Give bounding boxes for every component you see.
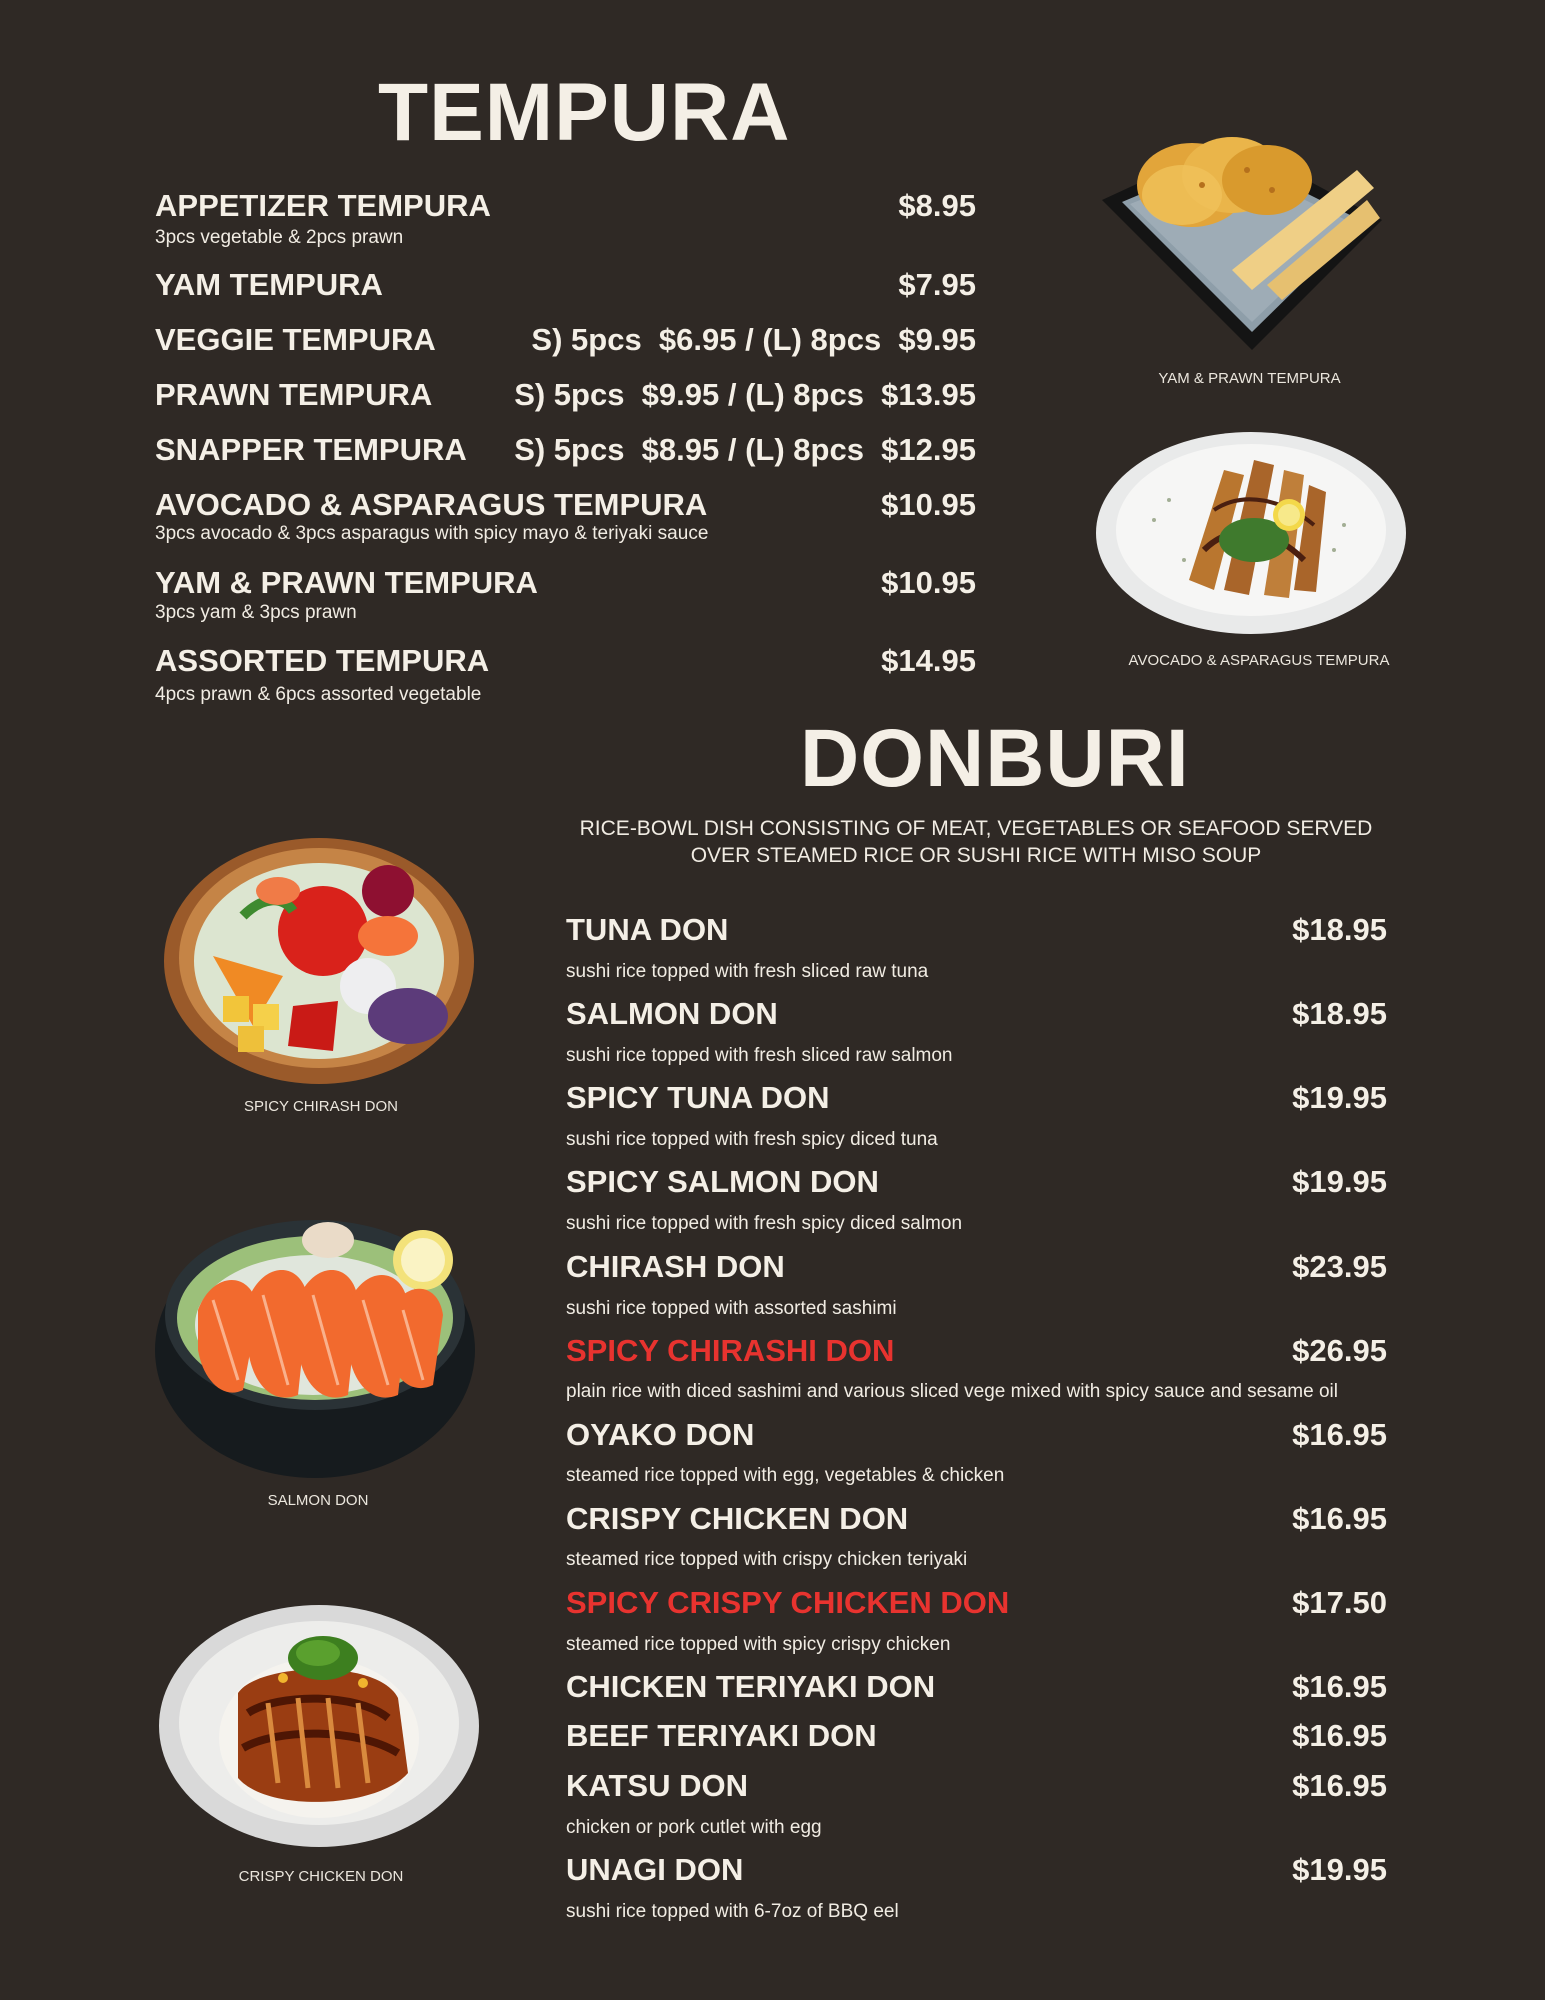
- tempura-item-name: AVOCADO & ASPARAGUS TEMPURA: [155, 487, 708, 522]
- photo-caption: AVOCADO & ASPARAGUS TEMPURA: [1128, 652, 1390, 669]
- tempura-item-price: $10.95: [881, 487, 976, 522]
- tempura-item-name: PRAWN TEMPURA: [155, 377, 433, 412]
- tempura-item-name: APPETIZER TEMPURA: [155, 188, 491, 223]
- tempura-item-desc: 4pcs prawn & 6pcs assorted vegetable: [155, 684, 482, 705]
- donburi-item-name: SALMON DON: [566, 996, 778, 1031]
- donburi-item-name: SPICY TUNA DON: [566, 1080, 830, 1115]
- tempura-item-desc: 3pcs avocado & 3pcs asparagus with spicy mayo & teriyaki sauce: [155, 523, 709, 544]
- donburi-item-desc: chicken or pork cutlet with egg: [566, 1817, 822, 1838]
- tempura-item-desc: 3pcs vegetable & 2pcs prawn: [155, 227, 404, 248]
- tempura-item-price: S) 5pcs $6.95 / (L) 8pcs $9.95: [531, 322, 976, 357]
- donburi-item-name: KATSU DON: [566, 1768, 748, 1803]
- donburi-item-desc: sushi rice topped with fresh sliced raw tuna: [566, 961, 929, 982]
- donburi-item-price: $16.95: [1292, 1669, 1387, 1704]
- donburi-subtitle-line: OVER STEAMED RICE OR SUSHI RICE WITH MISO SOUP: [690, 844, 1262, 867]
- donburi-subtitle-line: RICE-BOWL DISH CONSISTING OF MEAT, VEGETABLES OR SEAFOOD SERVED: [579, 817, 1373, 840]
- salmon-don-photo: [153, 1200, 483, 1480]
- photo-caption: SALMON DON: [267, 1492, 369, 1509]
- tempura-item-price: $14.95: [881, 643, 976, 678]
- tempura-item-name: ASSORTED TEMPURA: [155, 643, 490, 678]
- yam-prawn-tempura-photo: [1082, 100, 1394, 360]
- donburi-item-price: $17.50: [1292, 1585, 1387, 1620]
- tempura-item-name: VEGGIE TEMPURA: [155, 322, 436, 357]
- donburi-item-desc: sushi rice topped with fresh spicy diced salmon: [566, 1213, 963, 1234]
- donburi-item-name: SPICY SALMON DON: [566, 1164, 879, 1199]
- donburi-item-name-highlighted: SPICY CHIRASHI DON: [566, 1333, 895, 1368]
- donburi-item-name: CHICKEN TERIYAKI DON: [566, 1669, 936, 1704]
- photo-caption: SPICY CHIRASH DON: [244, 1098, 398, 1115]
- spicy-chirash-don-photo: [163, 836, 475, 1086]
- donburi-item-price: $19.95: [1292, 1080, 1387, 1115]
- avocado-asparagus-tempura-photo: [1094, 430, 1408, 636]
- donburi-subtitle: [560, 815, 1392, 869]
- donburi-item-name: BEEF TERIYAKI DON: [566, 1718, 877, 1753]
- donburi-title: DONBURI: [800, 713, 1190, 804]
- tempura-item-price: S) 5pcs $8.95 / (L) 8pcs $12.95: [514, 432, 976, 467]
- tempura-item-name: YAM & PRAWN TEMPURA: [155, 565, 538, 600]
- donburi-item-price: $16.95: [1292, 1417, 1387, 1452]
- tempura-item-price: $8.95: [898, 188, 976, 223]
- photo-caption: YAM & PRAWN TEMPURA: [1158, 370, 1341, 387]
- donburi-item-desc: plain rice with diced sashimi and various sliced vege mixed with spicy sauce and sesame oil: [566, 1381, 1338, 1402]
- donburi-item-price: $16.95: [1292, 1768, 1387, 1803]
- photo-caption: CRISPY CHICKEN DON: [238, 1868, 404, 1885]
- tempura-item-price: S) 5pcs $9.95 / (L) 8pcs $13.95: [514, 377, 976, 412]
- donburi-item-price: $16.95: [1292, 1718, 1387, 1753]
- donburi-item-name: OYAKO DON: [566, 1417, 755, 1452]
- donburi-item-desc: steamed rice topped with spicy crispy chicken: [566, 1634, 951, 1655]
- donburi-item-price: $18.95: [1292, 912, 1387, 947]
- donburi-item-price: $16.95: [1292, 1501, 1387, 1536]
- donburi-item-desc: sushi rice topped with assorted sashimi: [566, 1298, 897, 1319]
- donburi-item-price: $26.95: [1292, 1333, 1387, 1368]
- tempura-item-price: $10.95: [881, 565, 976, 600]
- donburi-item-desc: steamed rice topped with crispy chicken teriyaki: [566, 1549, 968, 1570]
- donburi-item-desc: sushi rice topped with fresh sliced raw salmon: [566, 1045, 953, 1066]
- donburi-item-name: UNAGI DON: [566, 1852, 744, 1887]
- donburi-item-name: TUNA DON: [566, 912, 729, 947]
- tempura-item-name: YAM TEMPURA: [155, 267, 383, 302]
- crispy-chicken-don-photo: [158, 1603, 480, 1849]
- tempura-title: TEMPURA: [378, 67, 791, 158]
- donburi-item-name: CHIRASH DON: [566, 1249, 785, 1284]
- donburi-item-price: $19.95: [1292, 1164, 1387, 1199]
- donburi-item-desc: sushi rice topped with fresh spicy diced tuna: [566, 1129, 938, 1150]
- donburi-item-price: $19.95: [1292, 1852, 1387, 1887]
- donburi-item-price: $18.95: [1292, 996, 1387, 1031]
- donburi-item-desc: sushi rice topped with 6-7oz of BBQ eel: [566, 1901, 899, 1922]
- donburi-item-desc: steamed rice topped with egg, vegetables & chicken: [566, 1465, 1005, 1486]
- donburi-item-price: $23.95: [1292, 1249, 1387, 1284]
- tempura-item-desc: 3pcs yam & 3pcs prawn: [155, 602, 357, 623]
- tempura-item-name: SNAPPER TEMPURA: [155, 432, 467, 467]
- donburi-item-name-highlighted: SPICY CRISPY CHICKEN DON: [566, 1585, 1010, 1620]
- tempura-item-price: $7.95: [898, 267, 976, 302]
- donburi-item-name: CRISPY CHICKEN DON: [566, 1501, 909, 1536]
